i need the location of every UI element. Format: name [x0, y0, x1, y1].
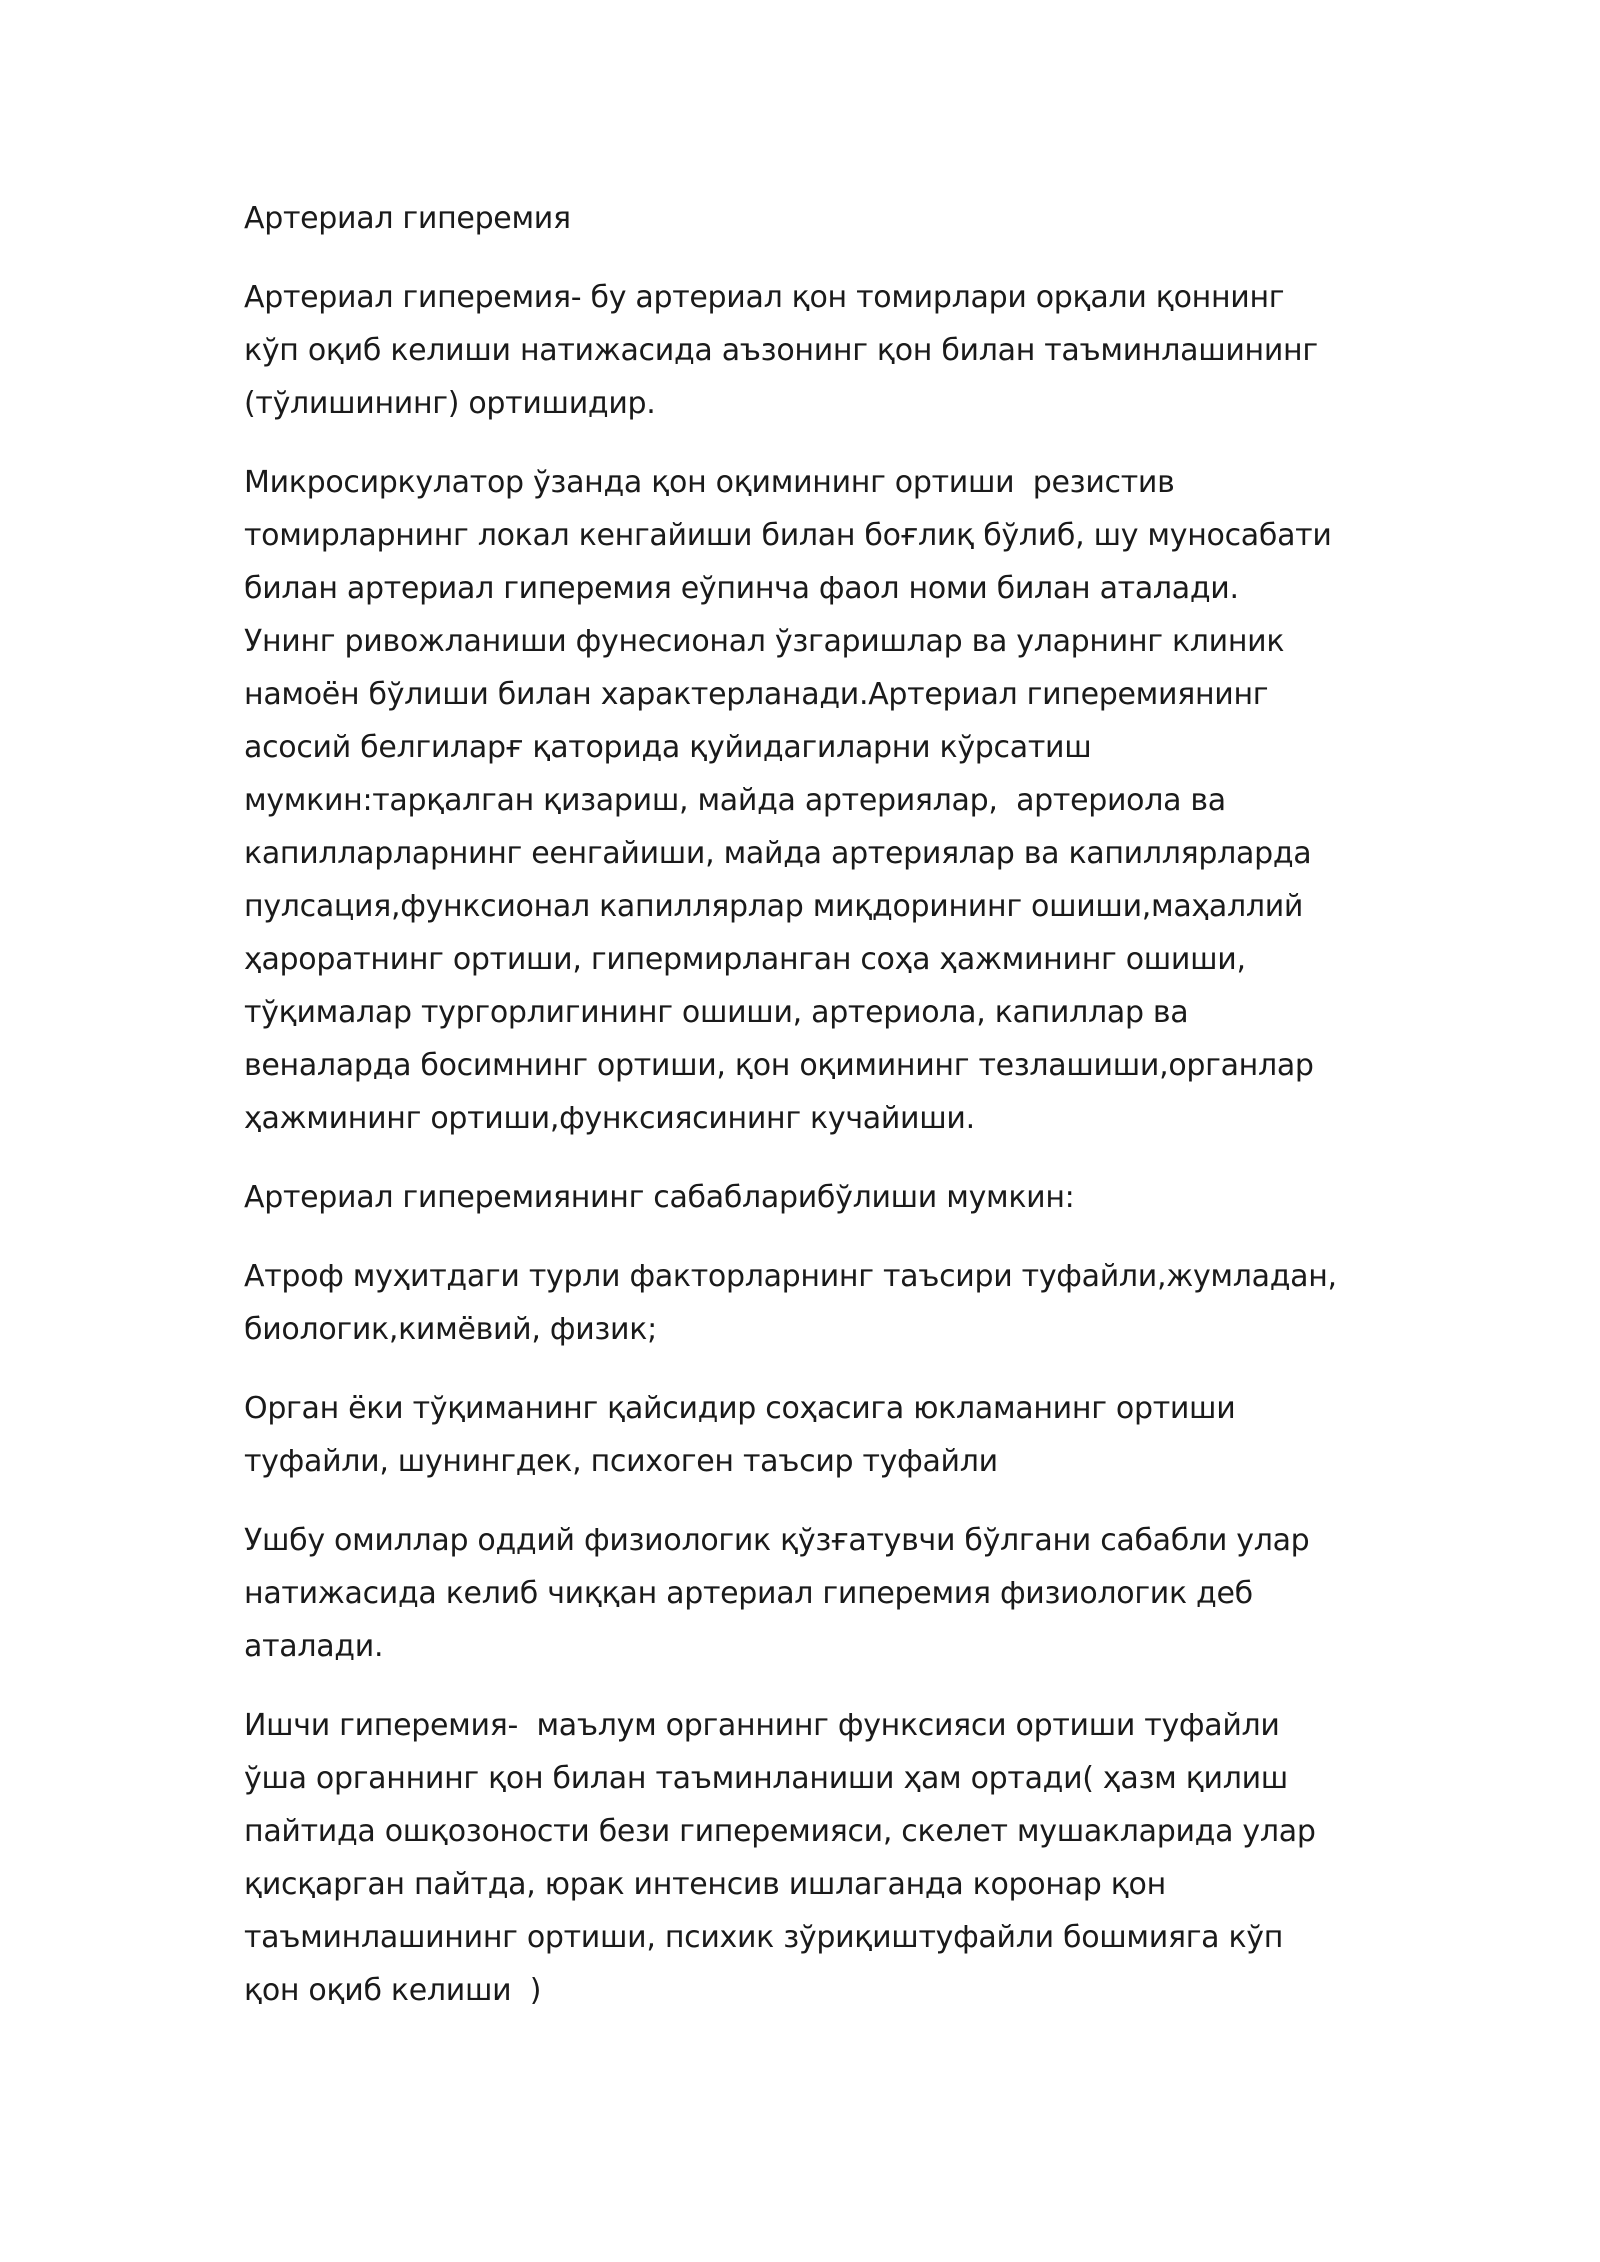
- paragraph: [244, 1699, 1384, 2017]
- paragraph-line: билан артериал гиперемия еўпинча фаол номи билан аталади.: [244, 571, 1239, 606]
- paragraph-line: натижасида келиб чиққан артериал гиперемия физиологик деб: [244, 1576, 1253, 1611]
- paragraph-line: веналарда босимнинг ортиши, қон оқимининг тезлашиши,органлар: [244, 1048, 1314, 1083]
- paragraph-line: тўқималар тургорлигининг ошиши, артериола, капиллар ва: [244, 995, 1189, 1030]
- paragraph: [244, 1514, 1384, 1673]
- paragraph-line: аталади.: [244, 1629, 384, 1664]
- paragraph-line: ҳароратнинг ортиши, гипермирланган соҳа ҳажмининг ошиши,: [244, 942, 1246, 977]
- paragraph-line: кўп оқиб келиши натижасида аъзонинг қон билан таъминлашининг: [244, 333, 1318, 368]
- document-body: [244, 192, 1384, 2043]
- paragraph: [244, 1382, 1384, 1488]
- paragraph-line: Унинг ривожланиши фунесионал ўзгаришлар ва уларнинг клиник: [244, 624, 1285, 659]
- paragraph-line: асосий белгиларғ қаторида қуйидагиларни кўрсатиш: [244, 730, 1092, 765]
- paragraph-line: Ишчи гиперемия- маълум органнинг функсияси ортиши туфайли: [244, 1708, 1280, 1743]
- paragraph-line: пулсация,функсионал капиллярлар миқдорининг ошиши,маҳаллий: [244, 889, 1304, 924]
- paragraph-line: (тўлишининг) ортишидир.: [244, 386, 656, 421]
- paragraph-line: қон оқиб келиши ): [244, 1973, 542, 2008]
- paragraph-line: Орган ёки тўқиманинг қайсидир соҳасига юкламанинг ортиши: [244, 1391, 1236, 1426]
- document-title: [244, 192, 1384, 245]
- paragraph-line: капилларларнинг еенгайиши, майда артериялар ва капиллярларда: [244, 836, 1312, 871]
- paragraph: [244, 1171, 1384, 1224]
- paragraph-line: туфайли, шунингдек, психоген таъсир туфайли: [244, 1444, 998, 1479]
- paragraph-line: Артериал гиперемиянинг сабабларибўлиши мумкин:: [244, 1180, 1075, 1215]
- paragraph-line: мумкин:тарқалган қизариш, майда артериялар, артериола ва: [244, 783, 1226, 818]
- paragraph: [244, 271, 1384, 430]
- paragraph: [244, 1250, 1384, 1356]
- paragraph-line: Атроф муҳитдаги турли факторларнинг таъсири туфайли,жумладан,: [244, 1259, 1337, 1294]
- paragraph-line: Артериал гиперемия- бу артериал қон томирлари орқали қоннинг: [244, 280, 1285, 315]
- title-text: Артериал гиперемия: [244, 201, 571, 236]
- paragraph-line: ўша органнинг қон билан таъминланиши ҳам ортади( ҳазм қилиш: [244, 1761, 1288, 1796]
- paragraph-line: томирларнинг локал кенгайиши билан боғлиқ бўлиб, шу муносабати: [244, 518, 1332, 553]
- paragraph-line: намоён бўлиши билан характерланади.Артериал гиперемиянинг: [244, 677, 1269, 712]
- paragraph-line: пайтида ошқозоности бези гиперемияси, скелет мушакларида улар: [244, 1814, 1316, 1849]
- paragraph-line: Микросиркулатор ўзанда қон оқимининг ортиши резистив: [244, 465, 1175, 500]
- paragraph-line: қисқарган пайтда, юрак интенсив ишлаганда коронар қон: [244, 1867, 1166, 1902]
- paragraph-line: ҳажмининг ортиши,функсиясининг кучайиши.: [244, 1101, 975, 1136]
- paragraph-line: биологик,кимёвий, физик;: [244, 1312, 657, 1347]
- paragraph-line: таъминлашининг ортиши, психик зўриқиштуфайли бошмияга кўп: [244, 1920, 1284, 1955]
- paragraph-line: Ушбу омиллар оддий физиологик қўзғатувчи бўлгани сабабли улар: [244, 1523, 1310, 1558]
- paragraph: [244, 456, 1384, 1145]
- paragraph-list: [244, 271, 1384, 2017]
